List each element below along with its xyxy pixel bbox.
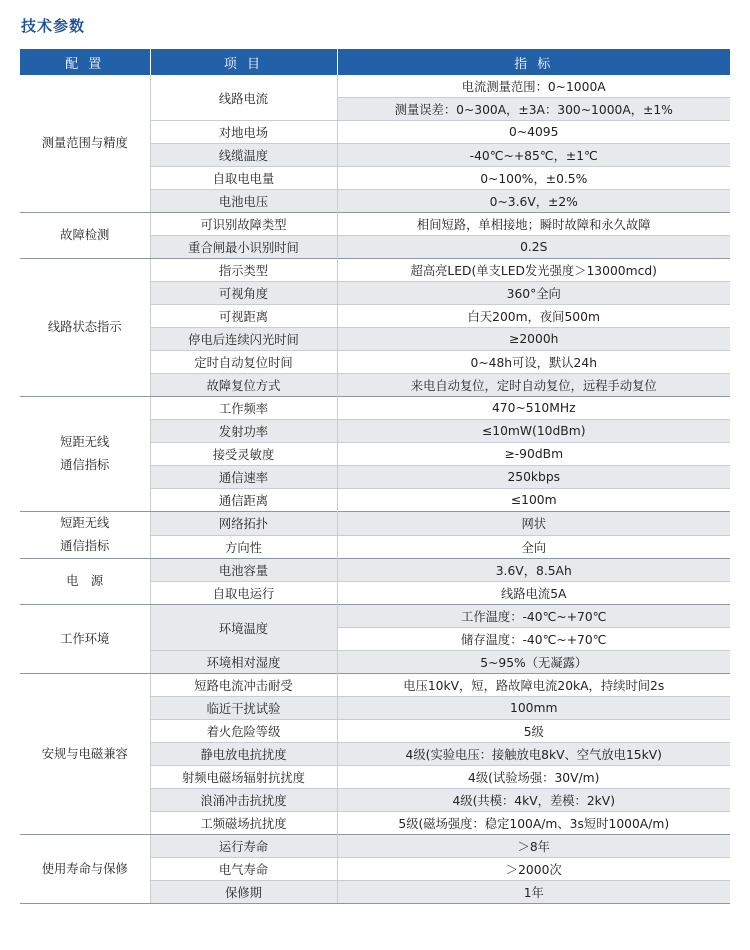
- config-cell: [20, 259, 150, 397]
- config-cell: [20, 75, 150, 213]
- item-cell: 自取电运行: [150, 582, 337, 605]
- table-row: [20, 835, 730, 858]
- config-label: 短距无线: [60, 516, 110, 530]
- item-cell: 可视角度: [150, 282, 337, 305]
- spec-cell: 来电自动复位，定时自动复位，远程手动复位: [337, 374, 730, 397]
- config-label: 工作环境: [60, 631, 110, 646]
- item-cell: 环境温度: [150, 605, 337, 651]
- item-cell: 可识别故障类型: [150, 213, 337, 236]
- spec-cell: 100mm: [337, 697, 730, 720]
- item-cell: 通信距离: [150, 489, 337, 512]
- item-cell: 对地电场: [150, 121, 337, 144]
- item-cell: 自取电电量: [150, 167, 337, 190]
- spec-cell: 电压10kV，短，路故障电流20kA，持续时间2s: [337, 674, 730, 697]
- config-cell: [20, 397, 150, 512]
- spec-cell: ＞8年: [337, 835, 730, 858]
- spec-cell: 4级(共模：4kV，差模：2kV): [337, 789, 730, 812]
- item-cell: 指示类型: [150, 259, 337, 282]
- header-item: 项 目: [150, 49, 337, 75]
- item-cell: 浪涌冲击抗扰度: [150, 789, 337, 812]
- table-row: [20, 559, 730, 582]
- header-spec: 指 标: [337, 49, 730, 75]
- spec-cell: 0~4095: [337, 121, 730, 144]
- spec-cell: 1年: [337, 881, 730, 904]
- spec-cell: 360°全向: [337, 282, 730, 305]
- item-cell: 环境相对湿度: [150, 651, 337, 674]
- spec-cell: 5级: [337, 720, 730, 743]
- item-cell: 线缆温度: [150, 144, 337, 167]
- table-row: [20, 397, 730, 420]
- config-cell: [20, 835, 150, 904]
- config-cell: [20, 213, 150, 259]
- spec-cell: 白天200m，夜间500m: [337, 305, 730, 328]
- spec-table-body: [20, 75, 730, 904]
- spec-cell: 电流测量范围：0~1000A: [337, 75, 730, 98]
- table-row: [20, 605, 730, 628]
- item-cell: 停电后连续闪光时间: [150, 328, 337, 351]
- table-row: [20, 259, 730, 282]
- config-label: 故障检测: [60, 228, 110, 242]
- config-label: 使用寿命与保修: [41, 861, 128, 876]
- spec-cell: 0~3.6V，±2%: [337, 190, 730, 213]
- config-label: 测量范围与精度: [41, 136, 128, 150]
- item-cell: 工频磁场抗扰度: [150, 812, 337, 835]
- config-cell: [20, 559, 150, 605]
- config-label: 通信指标: [60, 539, 110, 553]
- spec-cell: 4级(实验电压：接触放电8kV、空气放电15kV): [337, 743, 730, 766]
- table-header-row: [20, 49, 730, 75]
- spec-cell: 5~95%（无凝露）: [337, 651, 730, 674]
- config-cell: [20, 605, 150, 674]
- spec-cell: 网状: [337, 512, 730, 536]
- spec-cell: 5级(磁场强度：稳定100A/m、3s短时1000A/m): [337, 812, 730, 835]
- item-cell: 故障复位方式: [150, 374, 337, 397]
- config-label: 安规与电磁兼容: [41, 746, 128, 761]
- page-title: 技术参数: [21, 17, 86, 35]
- item-cell: 可视距离: [150, 305, 337, 328]
- spec-cell: ≤10mW(10dBm): [337, 420, 730, 443]
- item-cell: 电气寿命: [150, 858, 337, 881]
- spec-cell: ≥2000h: [337, 328, 730, 351]
- config-label: 线路状态指示: [47, 320, 122, 334]
- spec-cell: ≥-90dBm: [337, 443, 730, 466]
- spec-table: [20, 49, 730, 904]
- item-cell: 静电放电抗扰度: [150, 743, 337, 766]
- spec-cell: 470~510MHz: [337, 397, 730, 420]
- item-cell: 网络拓扑: [150, 512, 337, 536]
- spec-cell: 4级(试验场强：30V/m): [337, 766, 730, 789]
- item-cell: 射频电磁场辐射抗扰度: [150, 766, 337, 789]
- item-cell: 定时自动复位时间: [150, 351, 337, 374]
- item-cell: 通信速率: [150, 466, 337, 489]
- config-label: 通信指标: [60, 458, 110, 472]
- item-cell: 方向性: [150, 535, 337, 559]
- item-cell: 着火危险等级: [150, 720, 337, 743]
- spec-cell: 0~100%，±0.5%: [337, 167, 730, 190]
- spec-cell: 超高亮LED(单支LED发光强度＞13000mcd): [337, 259, 730, 282]
- spec-cell: 测量误差：0~300A，±3A：300~1000A，±1%: [337, 98, 730, 121]
- item-cell: 线路电流: [150, 75, 337, 121]
- config-label: 短距无线: [60, 435, 110, 449]
- spec-cell: 3.6V，8.5Ah: [337, 559, 730, 582]
- item-cell: 接受灵敏度: [150, 443, 337, 466]
- item-cell: 保修期: [150, 881, 337, 904]
- item-cell: 电池电压: [150, 190, 337, 213]
- item-cell: 工作频率: [150, 397, 337, 420]
- spec-cell: 储存温度：-40℃~+70℃: [337, 628, 730, 651]
- spec-cell: 线路电流5A: [337, 582, 730, 605]
- header-config: 配 置: [20, 49, 150, 75]
- table-row: [20, 213, 730, 236]
- spec-cell: 0~48h可设，默认24h: [337, 351, 730, 374]
- spec-cell: 全向: [337, 535, 730, 559]
- config-cell: [20, 674, 150, 835]
- spec-cell: 相间短路，单相接地；瞬时故障和永久故障: [337, 213, 730, 236]
- table-row: [20, 674, 730, 697]
- spec-cell: 0.2S: [337, 236, 730, 259]
- spec-cell: ＞2000次: [337, 858, 730, 881]
- item-cell: 运行寿命: [150, 835, 337, 858]
- spec-cell: 工作温度：-40℃~+70℃: [337, 605, 730, 628]
- table-row: [20, 512, 730, 536]
- spec-cell: 250kbps: [337, 466, 730, 489]
- config-cell: [20, 512, 150, 559]
- spec-cell: ≤100m: [337, 489, 730, 512]
- item-cell: 短路电流冲击耐受: [150, 674, 337, 697]
- item-cell: 重合闸最小识别时间: [150, 236, 337, 259]
- item-cell: 电池容量: [150, 559, 337, 582]
- config-label: 电 源: [66, 574, 104, 588]
- table-row: [20, 75, 730, 98]
- spec-cell: -40℃~+85℃，±1℃: [337, 144, 730, 167]
- item-cell: 临近干扰试验: [150, 697, 337, 720]
- item-cell: 发射功率: [150, 420, 337, 443]
